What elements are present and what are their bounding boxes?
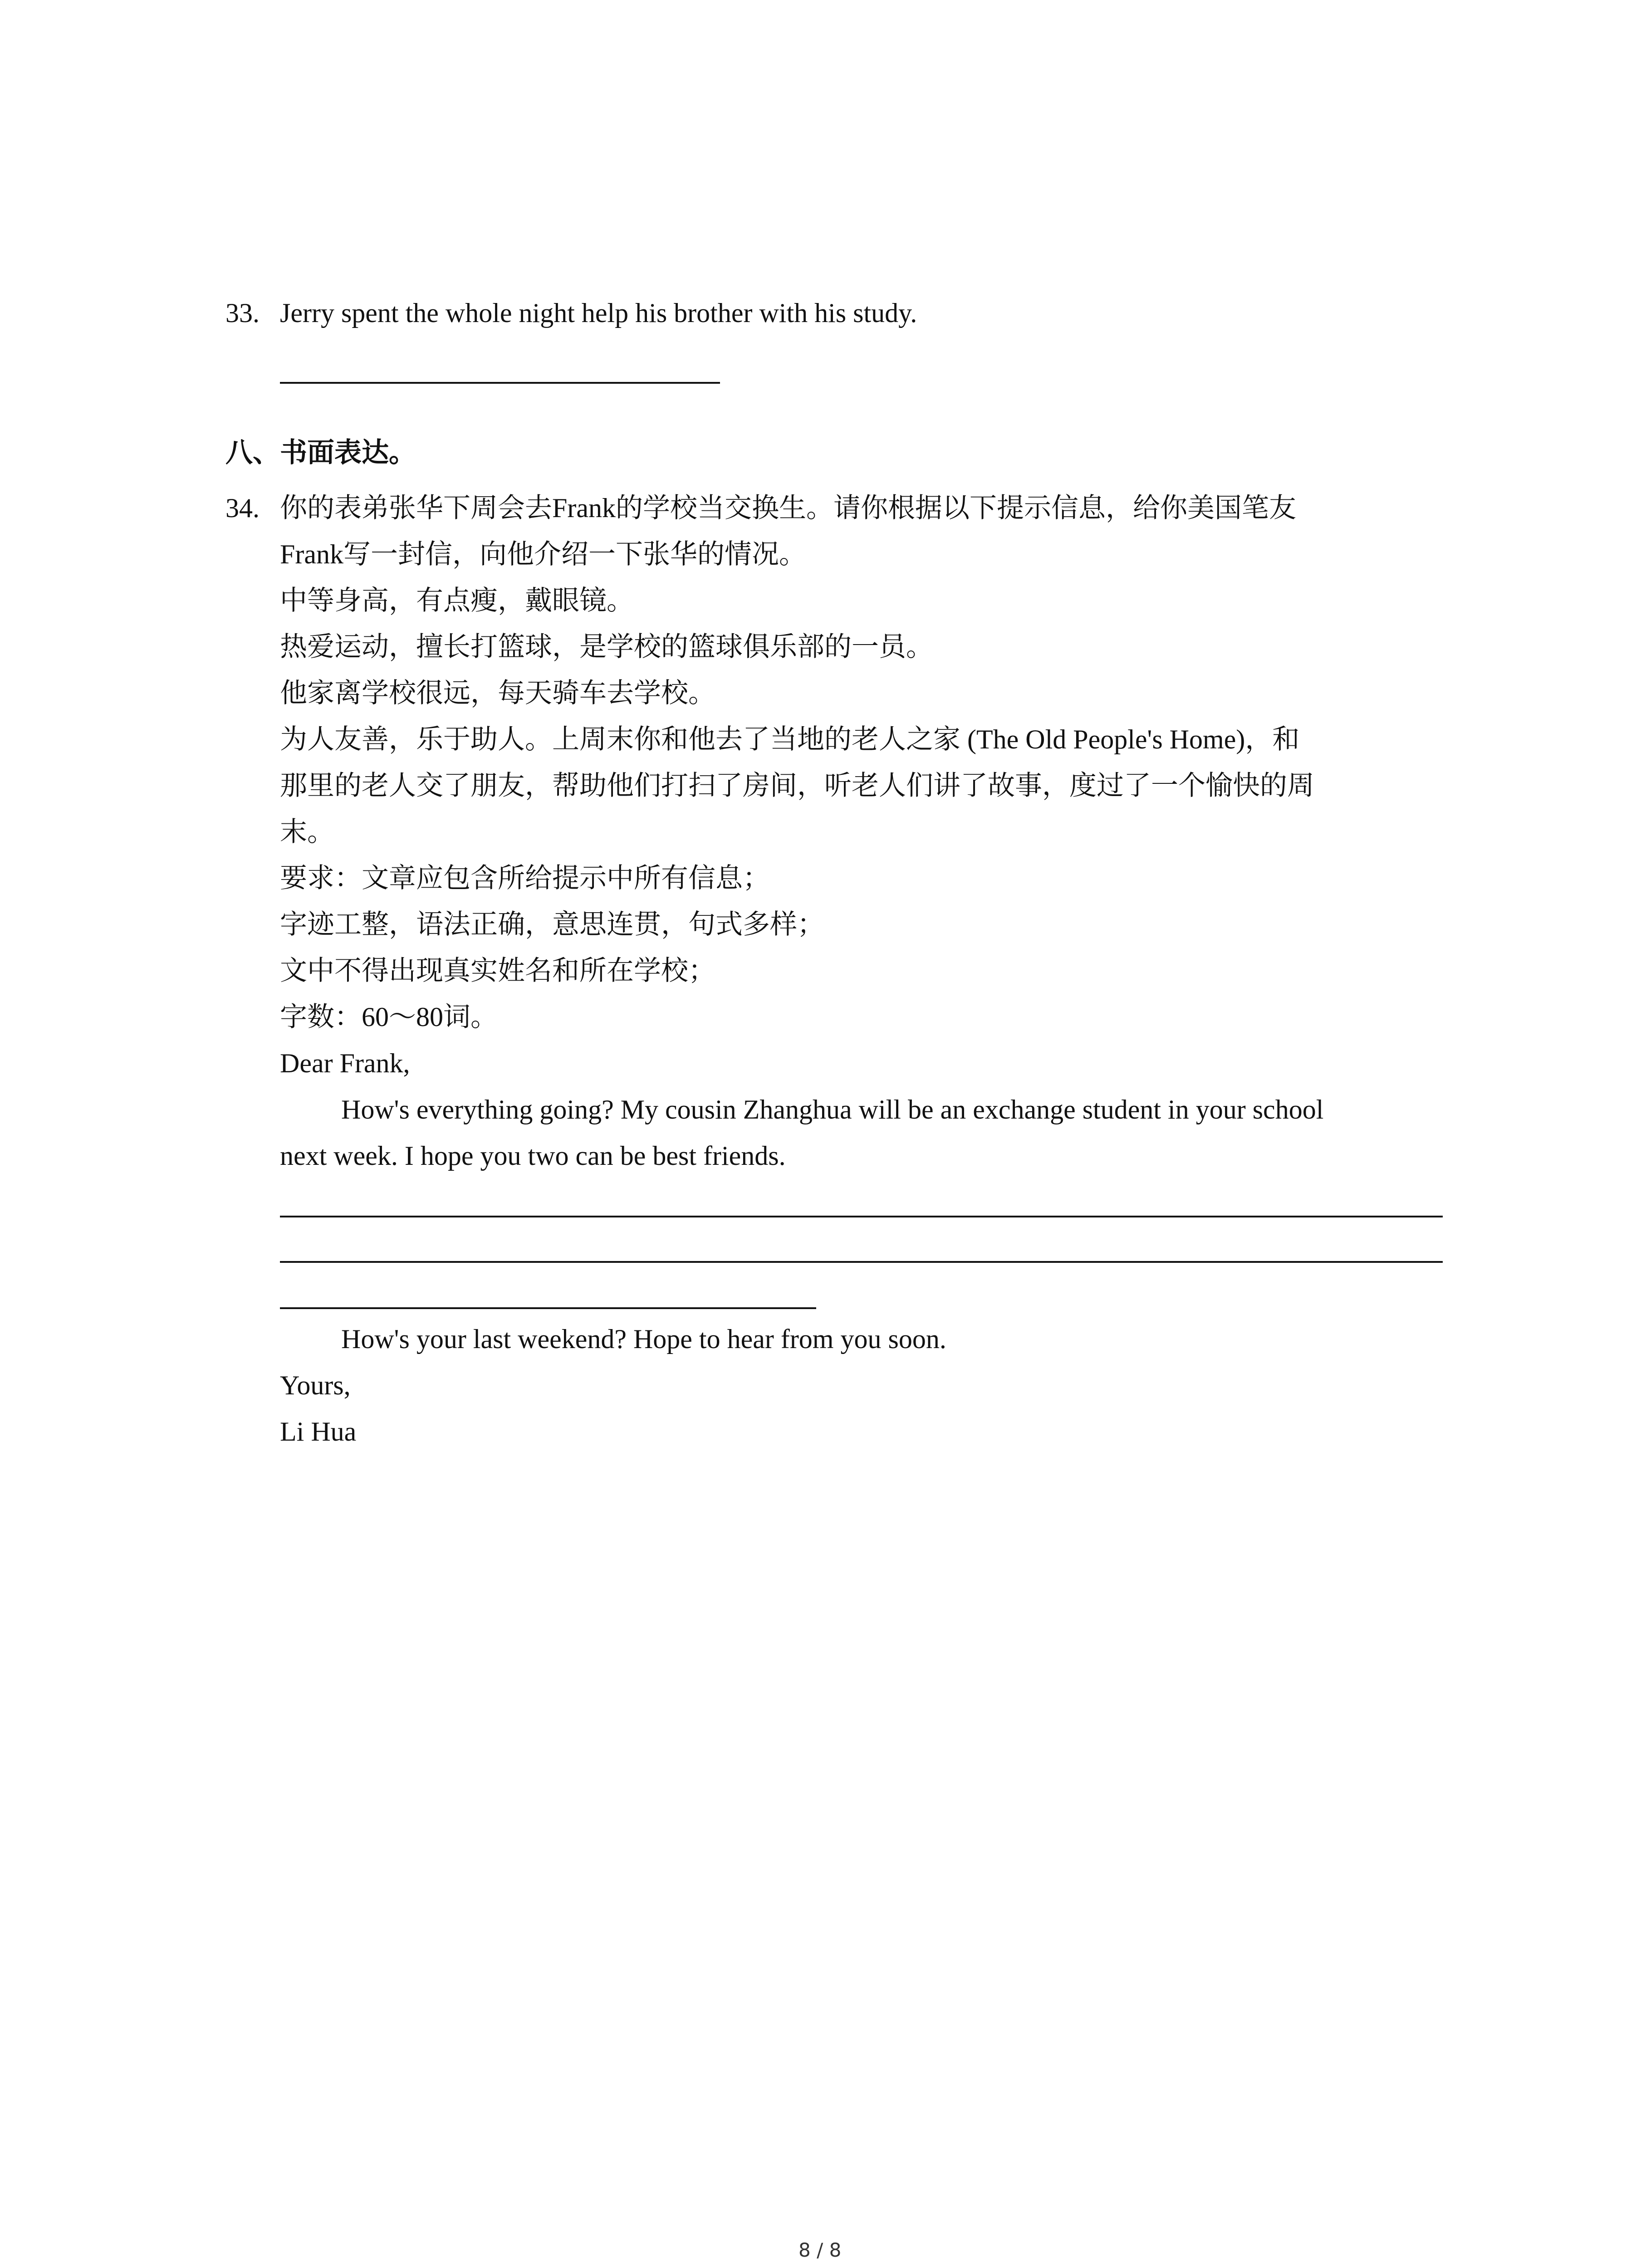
letter-closing: How's your last weekend? Hope to hear from you soon. [341, 1324, 946, 1354]
question-34-prompt-line-2: Frank写一封信，向他介绍一下张华的情况。 [280, 539, 806, 569]
answer-line-33 [280, 382, 720, 384]
letter-signoff: Yours, [280, 1370, 351, 1400]
page-number: 8 / 8 [798, 2239, 842, 2261]
requirement-line: 文中不得出现真实姓名和所在学校； [280, 956, 715, 986]
question-33-number: 33. [225, 298, 260, 328]
letter-opening-line-1: How's everything going? My cousin Zhanghua will be an exchange student in your school [341, 1095, 1324, 1124]
question-34-prompt-line-1: 你的表弟张华下周会去Frank的学校当交换生。请你根据以下提示信息，给你美国笔友 [280, 493, 1296, 523]
question-33-text: Jerry spent the whole night help his brother with his study. [280, 298, 917, 328]
hint-line: 热爱运动，擅长打篮球，是学校的篮球俱乐部的一员。 [280, 632, 933, 662]
writing-line [280, 1216, 1443, 1217]
letter-greeting: Dear Frank, [280, 1048, 410, 1078]
question-34-number: 34. [225, 493, 260, 523]
hint-line: 那里的老人交了朋友，帮助他们打扫了房间，听老人们讲了故事，度过了一个愉快的周 [280, 771, 1314, 801]
hint-line: 他家离学校很远，每天骑车去学校。 [280, 678, 715, 708]
writing-line [280, 1307, 816, 1309]
hint-line: 末。 [280, 817, 334, 847]
letter-opening-line-2: next week. I hope you two can be best friends. [280, 1141, 786, 1171]
writing-line [280, 1261, 1443, 1263]
requirement-line: 字迹工整，语法正确，意思连贯，句式多样； [280, 909, 824, 939]
requirement-line: 要求：文章应包含所给提示中所有信息； [280, 863, 770, 893]
section-heading: 八、书面表达。 [225, 438, 416, 468]
letter-signature: Li Hua [280, 1417, 357, 1447]
hint-line: 中等身高，有点瘦，戴眼镜。 [280, 586, 634, 616]
requirement-line: 字数：60～80词。 [280, 1002, 498, 1032]
hint-line: 为人友善，乐于助人。上周末你和他去了当地的老人之家 (The Old People's Home)，和 [280, 724, 1300, 754]
